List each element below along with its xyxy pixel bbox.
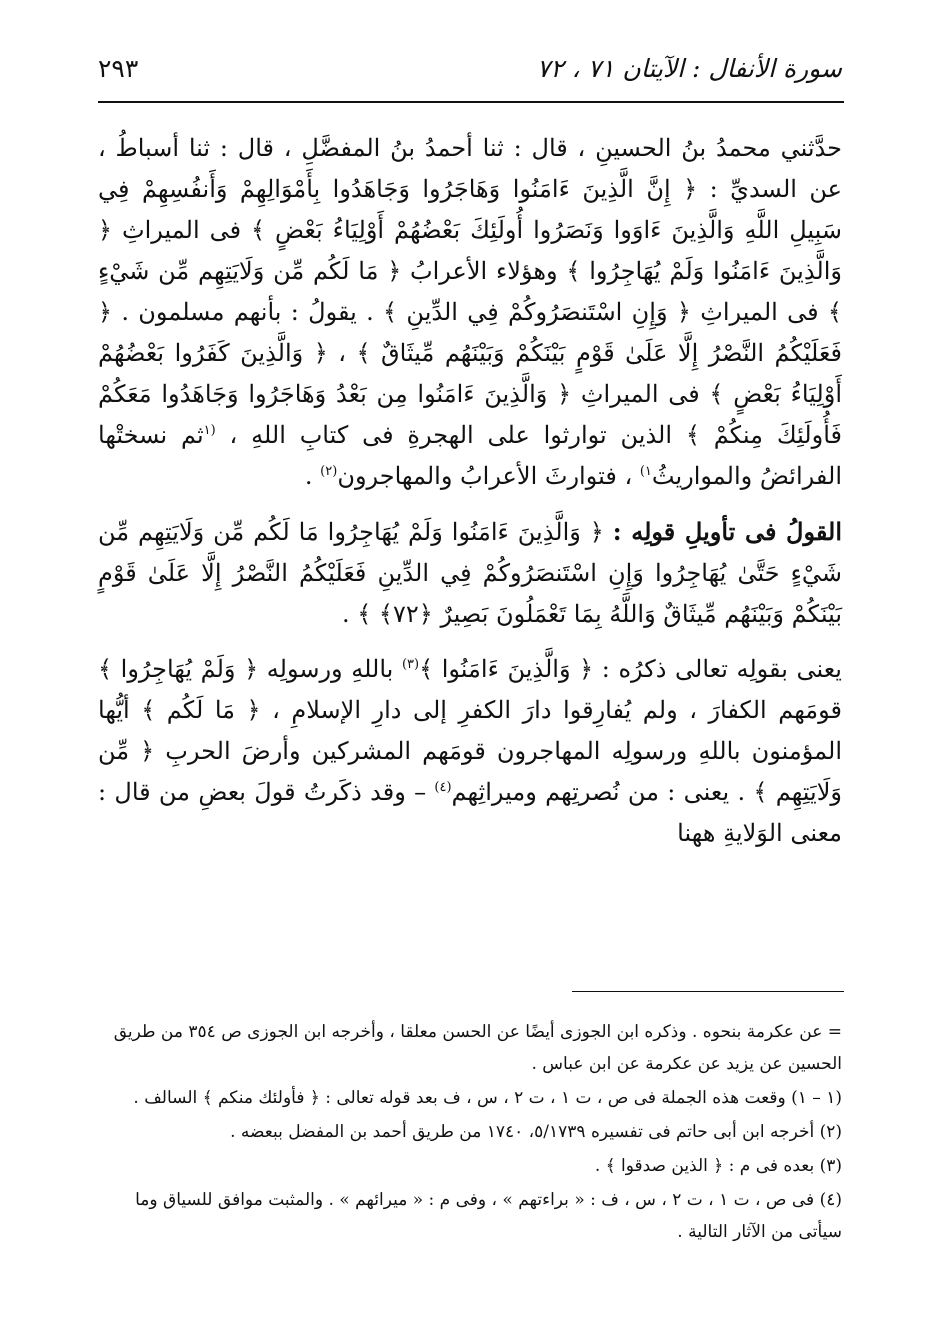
footnote-marker-1-close: ١) — [639, 464, 652, 479]
paragraph-3-part-b: باللهِ ورسولِه ﴿ وَلَمْ يُهَاجِرُوا ﴾ قومَهم الكفارَ ، ولم يُفارِقوا دارَ الكفرِ إلى دارِ الإسلامِ ، ﴿ مَا لَكُم ﴾ أيُّها المؤمنون باللهِ ورسولِه المهاجرون قومَهم المشركين وأرضَ الحربِ ﴿ مِّن وَلَايَتِهِم ﴾ . يعنى : من نُصرتِهم وميراثِهم — [98, 655, 842, 806]
paragraph-3-part-c: – وقد ذكَرتُ قولَ بعضِ من قال : معنى الوَلايةِ ههنا — [98, 778, 842, 847]
header-divider — [98, 101, 844, 103]
footnote-4: (٤) فى ص ، ت ١ ، ت ٢ ، س ، ف : « براءتهم » ، وفى م : « ميرائهم » . والمثبت موافق للسياق وما سيأتى من الآثار التالية . — [135, 1190, 842, 1242]
paragraph-2-text: ﴿ وَالَّذِينَ ءَامَنُوا وَلَمْ يُهَاجِرُوا مَا لَكُم مِّن وَلَايَتِهِم مِّن شَيْءٍ حَتَّىٰ يُهَاجِرُوا وَإِنِ اسْتَنصَرُوكُمْ فِي الدِّينِ فَعَلَيْكُمُ النَّصْرُ إِلَّا عَلَىٰ قَوْمٍ بَيْنَكُمْ وَبَيْنَهُم مِّيثَاقٌ وَاللَّهُ بِمَا تَعْمَلُونَ بَصِيرٌ ﴿٧٢﴾ ﴾ . — [98, 518, 843, 628]
paragraph-1-mid: ثم نسختْها الفرائضُ والمواريثُ — [98, 421, 842, 490]
paragraph-3-part-a: يعنى بقولِه تعالى ذكرُه : ﴿ وَالَّذِينَ ءَامَنُوا ﴾ — [419, 655, 842, 683]
main-text — [98, 128, 842, 854]
footnote-marker-3: (٣) — [401, 657, 420, 672]
paragraph-1-close: . — [304, 462, 313, 490]
section-heading: القولُ فى تأويلِ قولِه : — [612, 517, 843, 546]
paragraph-2 — [98, 511, 842, 635]
paragraph-1-end: ، فتوارثَ الأعرابُ والمهاجرون — [337, 462, 633, 490]
page-header — [98, 52, 842, 96]
paragraph-3 — [98, 649, 842, 854]
page-number: ٢٩٣ — [98, 54, 139, 83]
running-head-title: سورة الأنفال : الآيتان ٧١ ، ٧٢ — [536, 54, 842, 83]
footnote-marker-2: (٢) — [320, 464, 338, 479]
footnotes — [98, 1016, 842, 1248]
footnote-3: (٣) بعده فى م : ﴿ الذين صدقوا ﴾ . — [594, 1156, 842, 1176]
footnote-1: (١ – ١) وقعت هذه الجملة فى ص ، ت ١ ، ت ٢ ، س ، ف بعد قوله تعالى : ﴿ فأولئك منكم ﴾ السالف . — [133, 1088, 842, 1108]
footnote-marker-4: (٤) — [434, 780, 452, 795]
footnote-marker-1-open: (١ — [203, 423, 216, 438]
paragraph-1 — [98, 128, 842, 497]
paragraph-1-text: حدَّثني محمدُ بنُ الحسينِ ، قال : ثنا أحمدُ بنُ المفضَّلِ ، قال : ثنا أسباطُ ، عن السديِّ : ﴿ إِنَّ الَّذِينَ ءَامَنُوا وَهَاجَرُوا وَجَاهَدُوا بِأَمْوَالِهِمْ وَأَنفُسِهِمْ فِي سَبِيلِ اللَّهِ وَالَّذِينَ ءَاوَوا وَنَصَرُوا أُولَئِكَ بَعْضُهُمْ أَوْلِيَاءُ بَعْضٍ ﴾ فى الميراثِ ﴿ وَالَّذِينَ ءَامَنُوا وَلَمْ يُهَاجِرُوا ﴾ وهؤلاء الأعرابُ ﴿ مَا لَكُم مِّن وَلَايَتِهِم مِّن شَيْءٍ ﴾ فى الميراثِ ﴿ وَإِنِ اسْتَنصَرُوكُمْ فِي الدِّينِ ﴾ . يقولُ : بأنهم مسلمون . ﴿ فَعَلَيْكُمُ النَّصْرُ إِلَّا عَلَىٰ قَوْمٍ بَيْنَكُمْ وَبَيْنَهُم مِّيثَاقٌ ﴾ ، ﴿ وَالَّذِينَ كَفَرُوا بَعْضُهُمْ أَوْلِيَاءُ بَعْضٍ ﴾ فى الميراثِ ﴿ وَالَّذِينَ ءَامَنُوا مِن بَعْدُ وَهَاجَرُوا وَجَاهَدُوا مَعَكُمْ فَأُولَئِكَ مِنكُمْ ﴾ الذين توارثوا على الهجرةِ فى كتابِ اللهِ ، — [98, 134, 842, 449]
footnote-continued: = عن عكرمة بنحوه . وذكره ابن الجوزى أيضًا عن الحسن معلقا ، وأخرجه ابن الجوزى ص ٣٥٤ من طريق الحسين عن يزيد عن عكرمة عن ابن عباس . — [113, 1022, 842, 1074]
footnote-divider — [572, 991, 844, 992]
footnote-2: (٢) أخرجه ابن أبى حاتم فى تفسيره ٥/١٧٣٩، ١٧٤٠ من طريق أحمد بن المفضل ببعضه . — [230, 1122, 842, 1142]
